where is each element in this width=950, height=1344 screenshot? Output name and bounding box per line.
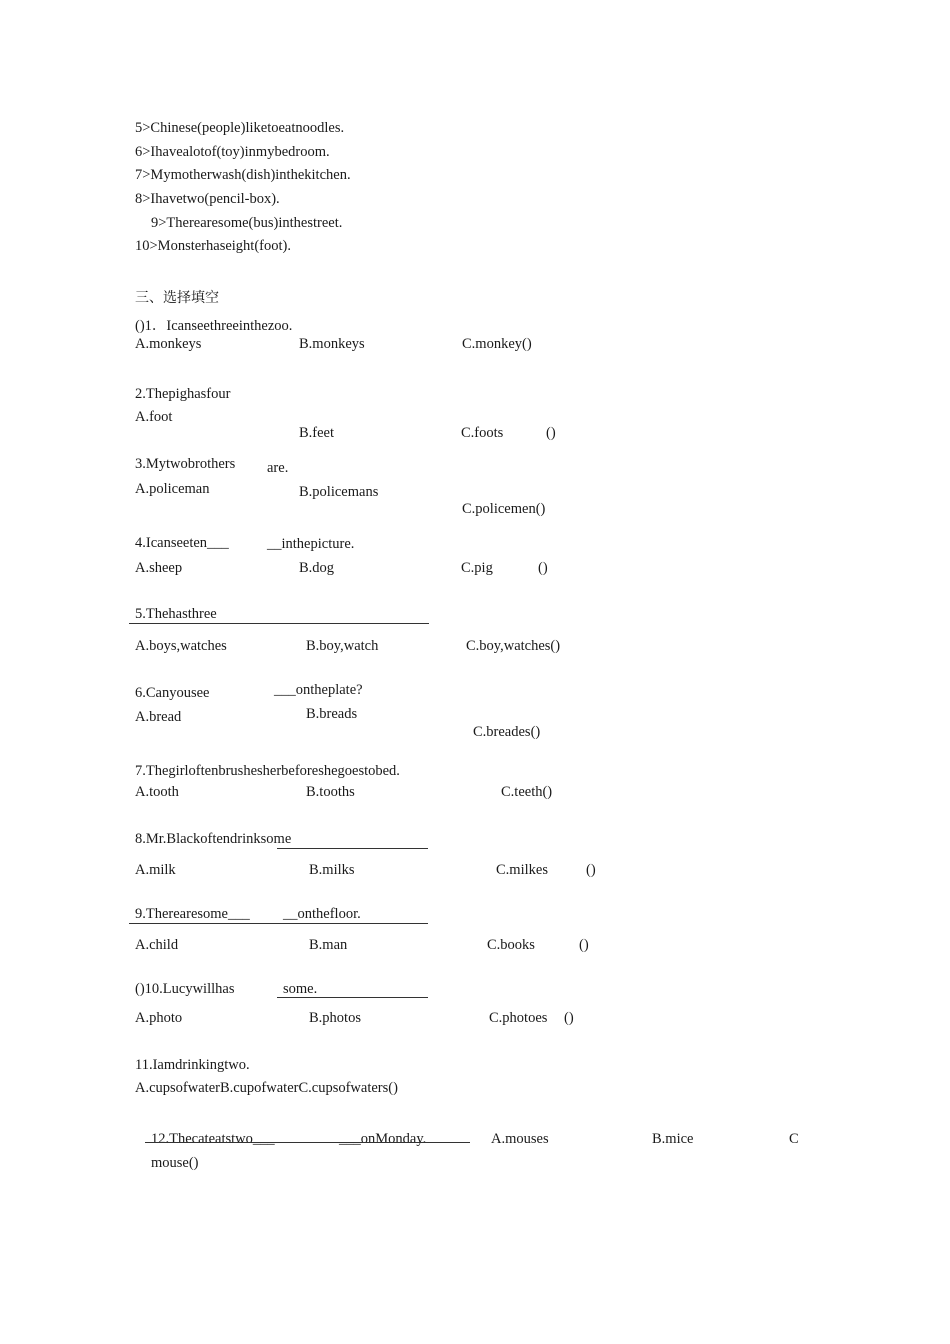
option-c: C	[789, 1131, 799, 1147]
underline-rule	[129, 923, 428, 924]
question-stem-tail: are.	[267, 460, 289, 476]
exercise-line: 8>Ihavetwo(pencil-box).	[135, 191, 280, 207]
question-stem-tail: ___onMonday.	[339, 1131, 427, 1147]
option-b: B.monkeys	[299, 336, 365, 352]
question-stem: 6.Canyousee	[135, 685, 210, 701]
question-stem: 5.Thehasthree	[135, 606, 217, 622]
strike-rule	[145, 1142, 470, 1143]
question-stem-tail: ___ontheplate?	[274, 682, 363, 698]
option-b: B.dog	[299, 560, 335, 576]
underline-rule	[277, 848, 428, 849]
option-b: B.milks	[309, 862, 355, 878]
option-a: A.milk	[135, 862, 176, 878]
question-stem: ()10.Lucywillhas	[135, 981, 235, 997]
question-stem: 7.Thegirloftenbrushesherbeforeshegoestobed.	[135, 763, 400, 779]
option-a: A.monkeys	[135, 336, 202, 352]
question-stem-tail: __inthepicture.	[267, 536, 355, 552]
answer-parentheses: ()	[538, 560, 548, 576]
option-b: B.tooths	[306, 784, 355, 800]
answer-parentheses: ()	[579, 937, 589, 953]
option-b: B.breads	[306, 706, 358, 722]
option-a: A.policeman	[135, 481, 210, 497]
answer-parentheses: ()	[546, 425, 556, 441]
option-c: C.policemen()	[462, 501, 546, 517]
option-c: C.monkey()	[462, 336, 532, 352]
question-stem: 12.Thecateatstwo___	[151, 1131, 275, 1147]
option-a: A.boys,watches	[135, 638, 227, 654]
option-a: A.photo	[135, 1010, 183, 1026]
option-a: A.foot	[135, 409, 173, 425]
option-c: C.pig	[461, 560, 493, 576]
option-c: C.books	[487, 937, 535, 953]
exercise-line: 9>Therearesome(bus)inthestreet.	[151, 215, 343, 231]
option-c: C.photoes	[489, 1010, 548, 1026]
underline-rule	[277, 997, 428, 998]
question-stem: 4.Icanseeten___	[135, 535, 229, 551]
answer-parentheses: ()	[564, 1010, 574, 1026]
option-c-continued: mouse()	[151, 1155, 199, 1171]
option-b: B.policemans	[299, 484, 379, 500]
question-stem: ()1．Icanseethreeinthezoo.	[135, 318, 293, 334]
option-a: A.bread	[135, 709, 182, 725]
option-b: B.photos	[309, 1010, 361, 1026]
option-c: C.milkes	[496, 862, 548, 878]
option-a: A.sheep	[135, 560, 183, 576]
option-a: A.child	[135, 937, 179, 953]
option-b: B.boy,watch	[306, 638, 379, 654]
option-b: B.man	[309, 937, 348, 953]
option-c: C.foots	[461, 425, 504, 441]
option-a: A.mouses	[491, 1131, 549, 1147]
question-stem: 11.Iamdrinkingtwo.	[135, 1057, 250, 1073]
option-c: C.boy,watches()	[466, 638, 561, 654]
exercise-line: 7>Mymotherwash(dish)inthekitchen.	[135, 167, 351, 183]
underline-rule	[129, 623, 429, 624]
option-a: A.tooth	[135, 784, 179, 800]
option-c: C.breades()	[473, 724, 541, 740]
answer-parentheses: ()	[586, 862, 596, 878]
question-stem: 9.Therearesome___	[135, 906, 250, 922]
option-b: B.feet	[299, 425, 335, 441]
exercise-line: 5>Chinese(people)liketoeatnoodles.	[135, 120, 345, 136]
exercise-line: 6>Ihavealotof(toy)inmybedroom.	[135, 144, 330, 160]
options-line: A.cupsofwaterB.cupofwaterC.cupsofwaters()	[135, 1080, 398, 1096]
question-stem: 3.Mytwobrothers	[135, 456, 236, 472]
question-stem: 2.Thepighasfour	[135, 386, 231, 402]
option-b: B.mice	[652, 1131, 694, 1147]
question-stem-tail: __onthefloor.	[283, 906, 361, 922]
option-c: C.teeth()	[501, 784, 553, 800]
section-heading: 三、选择填空	[135, 290, 219, 306]
question-stem-tail: some.	[283, 981, 318, 997]
question-stem: 8.Mr.Blackoftendrinksome	[135, 831, 292, 847]
exercise-line: 10>Monsterhaseight(foot).	[135, 238, 291, 254]
